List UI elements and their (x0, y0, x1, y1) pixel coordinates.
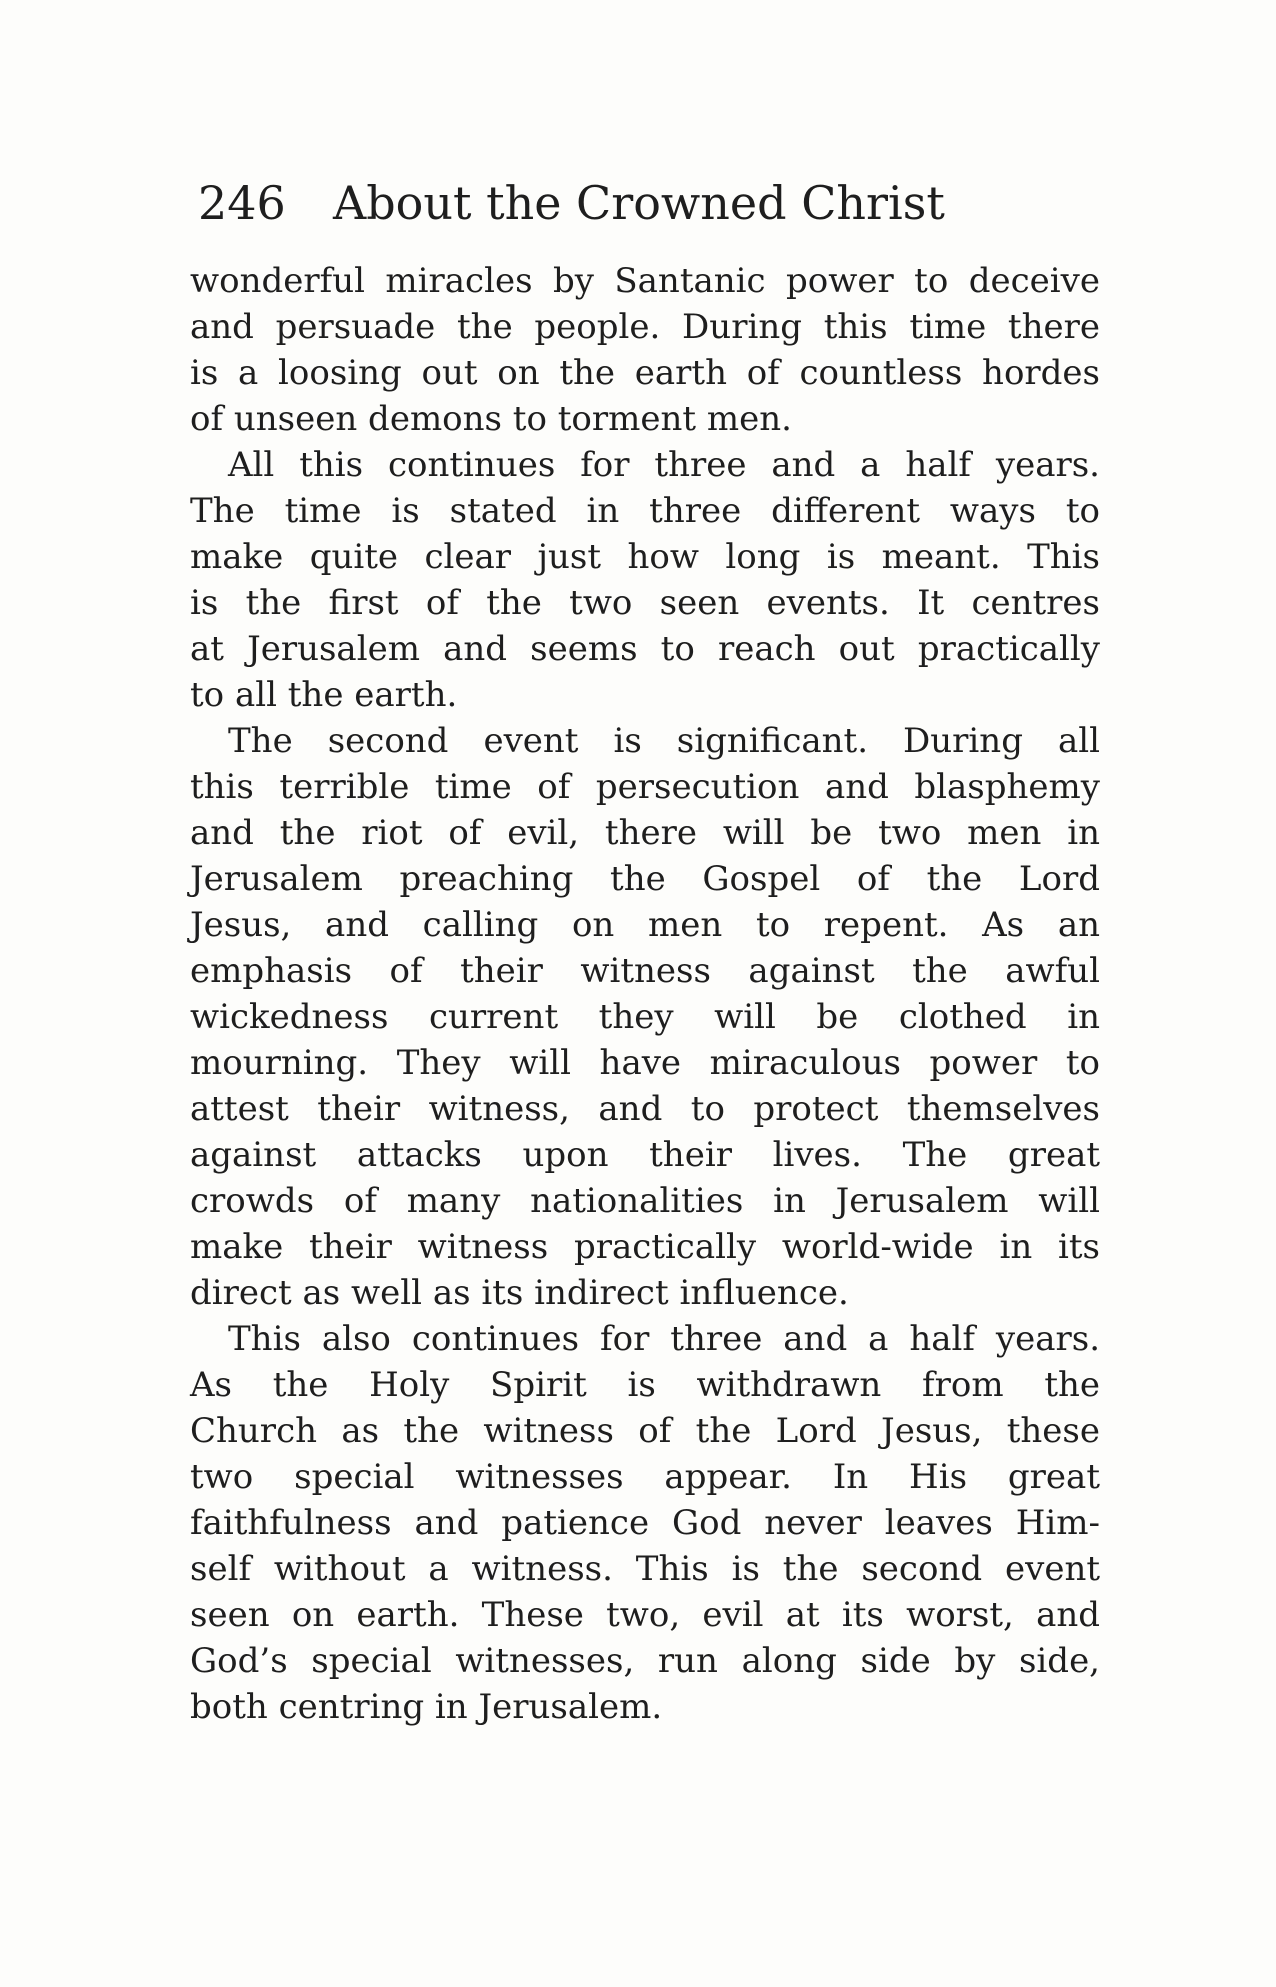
body-text (190, 258, 1100, 1730)
text-line: make their witness practically world-wide in its (190, 1227, 1100, 1267)
text-line: to all the earth. (190, 675, 458, 715)
text-line: against attacks upon their lives. The great (190, 1135, 1100, 1175)
text-line: The second event is significant. During all (228, 721, 1100, 761)
text-line: make quite clear just how long is meant. This (190, 537, 1100, 577)
text-line: This also continues for three and a half years. (228, 1319, 1100, 1359)
text-line: wonderful miracles by Santanic power to deceive (190, 261, 1100, 301)
text-line: both centring in Jerusalem. (190, 1687, 663, 1727)
text-line: is a loosing out on the earth of countless hordes (190, 353, 1100, 393)
text-line: two special witnesses appear. In His great (190, 1457, 1100, 1497)
text-line: and the riot of evil, there will be two men in (190, 813, 1100, 853)
text-line: faithfulness and patience God never leaves Him- (190, 1503, 1100, 1543)
text-line: God’s special witnesses, run along side by side, (190, 1641, 1100, 1681)
page-number: 246 (198, 176, 286, 230)
text-line: emphasis of their witness against the awful (190, 951, 1100, 991)
text-line: self without a witness. This is the second event (190, 1549, 1100, 1589)
text-line: is the first of the two seen events. It centres (190, 583, 1100, 623)
text-line: at Jerusalem and seems to reach out practically (190, 629, 1100, 669)
text-line: The time is stated in three different ways to (190, 491, 1100, 531)
text-line: this terrible time of persecution and blasphemy (190, 767, 1100, 807)
book-title: About the Crowned Christ (333, 176, 945, 230)
text-line: direct as well as its indirect influence. (190, 1273, 849, 1313)
text-line: attest their witness, and to protect themselves (190, 1089, 1100, 1129)
text-line: Jesus, and calling on men to repent. As an (190, 905, 1100, 945)
text-line: Church as the witness of the Lord Jesus, these (190, 1411, 1100, 1451)
text-line: All this continues for three and a half years. (228, 445, 1100, 485)
text-line: and persuade the people. During this time there (190, 307, 1100, 347)
text-line: crowds of many nationalities in Jerusalem will (190, 1181, 1100, 1221)
text-line: seen on earth. These two, evil at its worst, and (190, 1595, 1100, 1635)
text-line: Jerusalem preaching the Gospel of the Lord (190, 859, 1100, 899)
text-line: of unseen demons to torment men. (190, 399, 792, 439)
running-head (198, 176, 1098, 236)
text-line: wickedness current they will be clothed in (190, 997, 1100, 1037)
text-line: mourning. They will have miraculous power to (190, 1043, 1100, 1083)
text-line: As the Holy Spirit is withdrawn from the (190, 1365, 1100, 1405)
